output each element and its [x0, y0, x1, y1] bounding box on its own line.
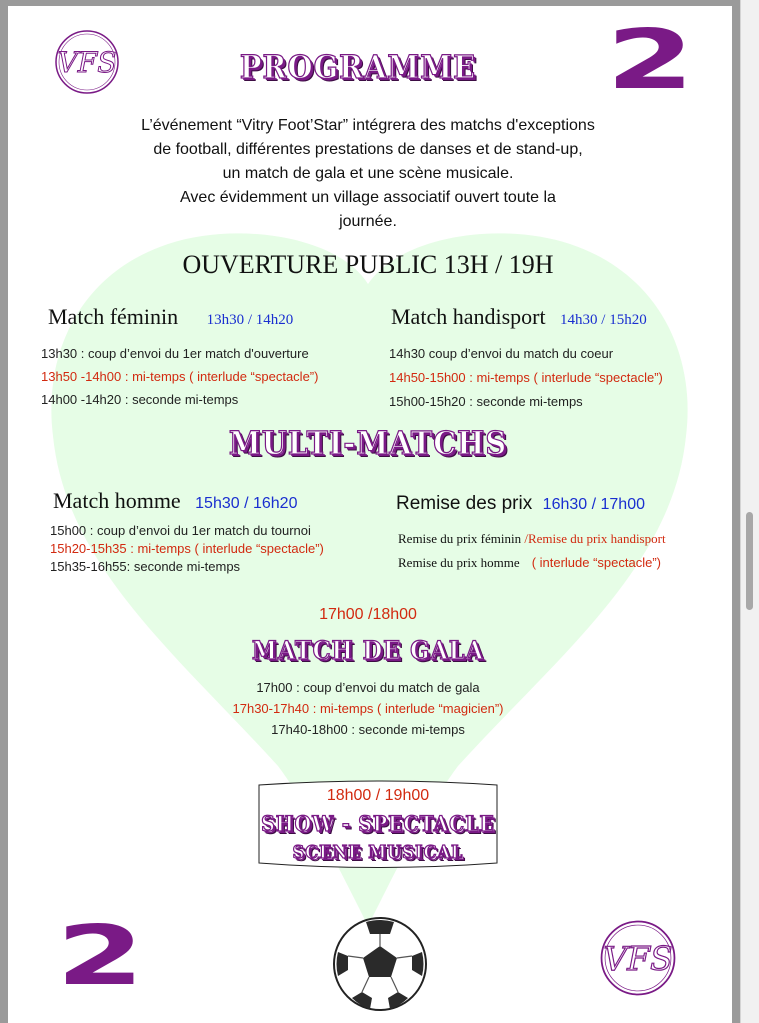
show-time: 18h00 / 19h00 [326, 787, 430, 804]
match-handisport-title: Match handisport [391, 304, 546, 329]
remise-header [396, 493, 645, 515]
remise-title: Remise des prix [396, 493, 533, 514]
match-homme-time: 15h30 / 16h20 [195, 495, 298, 512]
gala-schedule [168, 677, 568, 740]
edition-number: 2 [606, 13, 695, 108]
schedule-line: 17h40-18h00 : seconde mi-temps [271, 722, 465, 737]
schedule-line: 15h00-15h20 : seconde mi-temps [389, 394, 583, 409]
match-feminin-title: Match féminin [48, 304, 179, 329]
intro-text [88, 114, 648, 234]
logo-text: VFS [57, 46, 117, 79]
match-handisport-header [391, 304, 647, 330]
match-feminin-schedule [41, 342, 318, 411]
football-icon [330, 914, 430, 1014]
remise-line-1 [398, 527, 666, 551]
match-feminin-header [48, 304, 293, 330]
logo-text: VFS [603, 938, 673, 978]
schedule-line: 17h30-17h40 : mi-temps ( interlude “magicien”) [232, 701, 504, 716]
schedule-line: 13h30 : coup d’envoi du 1er match d'ouverture [41, 346, 309, 361]
remise-line-2 [398, 551, 666, 575]
schedule-line: 14h50-15h00 : mi-temps ( interlude “spectacle”) [389, 370, 663, 385]
schedule-line: 15h00 : coup d’envoi du 1er match du tournoi [50, 523, 311, 538]
schedule-line: 14h30 coup d’envoi du match du coeur [389, 346, 614, 361]
flyer-page [8, 6, 732, 1023]
match-homme-title: Match homme [53, 488, 181, 513]
schedule-line: 15h35-16h55: seconde mi-temps [50, 559, 241, 574]
match-handisport-schedule [389, 342, 663, 414]
intro-line: un match de gala et une scène musicale. [222, 165, 514, 182]
schedule-line: 15h20-15h35 : mi-temps ( interlude “spectacle”) [50, 541, 324, 556]
schedule-line: 14h00 -14h20 : seconde mi-temps [41, 392, 239, 407]
show-title: SHOW - SPECTACLE [261, 811, 495, 836]
remise-schedule [398, 527, 666, 575]
scrollbar-thumb[interactable] [746, 512, 753, 610]
intro-line: journée. [339, 213, 397, 230]
remise-time: 16h30 / 17h00 [542, 496, 645, 513]
match-homme-header [53, 488, 297, 514]
remise-line-part: Remise du prix homme [398, 555, 520, 570]
remise-line-part: ( interlude “spectacle”) [531, 555, 662, 570]
vfs-logo [598, 918, 678, 998]
vfs-logo [53, 28, 121, 96]
remise-line-part: Remise du prix féminin [398, 531, 525, 546]
show-subtitle: SCENE MUSICAL [292, 842, 464, 863]
match-homme-schedule [50, 522, 324, 576]
schedule-line: 13h50 -14h00 : mi-temps ( interlude “spectacle”) [41, 369, 319, 384]
match-feminin-time: 13h30 / 14h20 [206, 312, 294, 328]
intro-line: de football, différentes prestations de danses et de stand-up, [153, 141, 583, 158]
gala-time: 17h00 /18h00 [319, 606, 417, 623]
match-handisport-time: 14h30 / 15h20 [560, 312, 647, 328]
intro-line: Avec évidemment un village associatif ouvert toute la [180, 189, 556, 206]
gala-heading: MATCH DE GALA [251, 636, 485, 665]
page-title: PROGRAMME [239, 48, 477, 86]
multi-matchs-heading: MULTI-MATCHS [228, 424, 508, 462]
intro-line: L’événement “Vitry Foot’Star” intégrera des matchs d'exceptions [141, 117, 595, 134]
edition-number-bottom: 2 [56, 909, 145, 1004]
schedule-line: 17h00 : coup d’envoi du match de gala [256, 680, 480, 695]
remise-line-part: /Remise du prix handisport [524, 531, 666, 546]
opening-hours: OUVERTURE PUBLIC 13H / 19H [182, 250, 554, 279]
